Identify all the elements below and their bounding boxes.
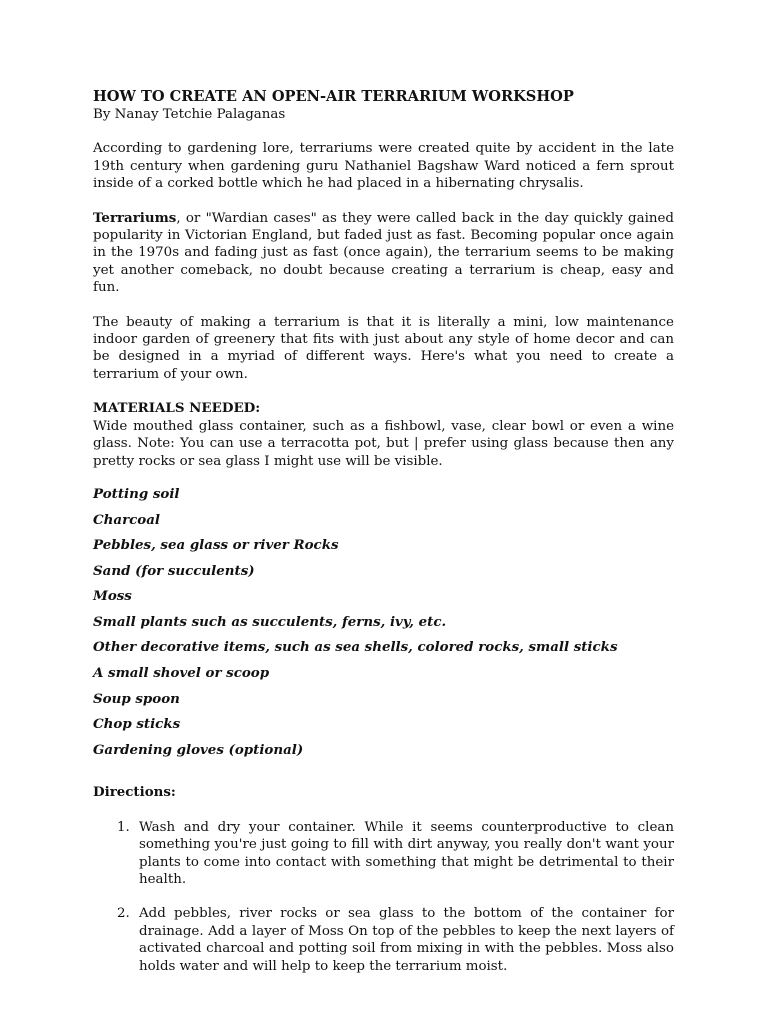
step-number: 2.: [117, 906, 130, 922]
beauty-paragraph: The beauty of making a terrarium is that it is literally a mini, low maintenance indoor garden of greenery that fits with just about any style of home decor and can be designed in a myriad of different ways. Here's what you need to create a terrarium of your own.: [93, 314, 674, 382]
directions-list: [93, 819, 674, 975]
materials-note: Wide mouthed glass container, such as a fishbowl, vase, clear bowl or even a wine glass. Note: You can use a terracotta pot, but | prefer using glass because then any pretty rocks or sea glass I might use will be visible.: [93, 418, 674, 469]
step-text: Wash and dry your container. While it seems counterproductive to clean something you're just going to fill with dirt anyway, you really don't want your plants to come into contact with something that might be detrimental to their health.: [139, 819, 674, 888]
terrariums-paragraph-text: , or "Wardian cases" as they were called back in the day quickly gained popularity in Victorian England, but faded just as fast. Becoming popular once again in the 1970s and fading just as fast (once again), the terrarium seems to be making yet another comeback, no doubt because creating a terrarium is cheap, easy and fun.: [93, 210, 674, 296]
material-item: Other decorative items, such as sea shells, colored rocks, small sticks: [93, 639, 618, 656]
material-item: Moss: [93, 588, 132, 605]
material-item: Potting soil: [93, 485, 180, 502]
direction-step: [93, 819, 674, 889]
step-text: Add pebbles, river rocks or sea glass to the bottom of the container for drainage. Add a layer of Moss On top of the pebbles to keep the next layers of activated charcoal and potting soil from mixing in with the pebbles. Moss also holds water and will help to keep the terrarium moist.: [139, 906, 674, 974]
material-item: Soup spoon: [93, 690, 180, 707]
material-item: Chop sticks: [93, 716, 181, 733]
material-item: Sand (for succulents): [93, 562, 255, 579]
intro-paragraph: According to gardening lore, terrariums were created quite by accident in the late 19th century when gardening guru Nathaniel Bagshaw Ward noticed a fern sprout inside of a corked bottle which he had placed in a hibernating chrysalis.: [93, 141, 674, 192]
materials-list: [93, 486, 674, 768]
terrariums-paragraph: [93, 210, 674, 297]
material-item: Pebbles, sea glass or river Rocks: [93, 537, 339, 554]
directions-heading: Directions:: [93, 784, 176, 801]
step-number: 1.: [117, 819, 130, 835]
document-page: [93, 88, 674, 992]
material-item: A small shovel or scoop: [93, 665, 270, 682]
materials-heading: MATERIALS NEEDED:: [93, 400, 261, 417]
material-item: Small plants such as succulents, ferns, ivy, etc.: [93, 613, 447, 630]
document-title: HOW TO CREATE AN OPEN-AIR TERRARIUM WORKSHOP: [93, 88, 574, 105]
material-item: Charcoal: [93, 511, 160, 528]
byline: By Nanay Tetchie Palaganas: [93, 107, 286, 122]
direction-step: [93, 905, 674, 975]
terrariums-term: Terrariums: [93, 209, 177, 226]
material-item: Gardening gloves (optional): [93, 741, 304, 758]
